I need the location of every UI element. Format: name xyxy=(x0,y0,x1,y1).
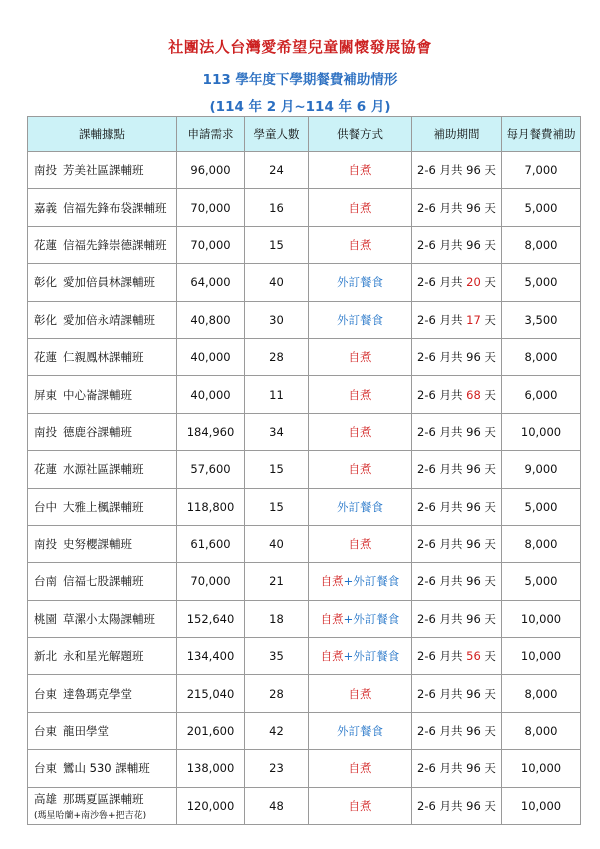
cell-subsidy: 10,000 xyxy=(502,750,581,787)
cell-students: 15 xyxy=(245,451,309,488)
cell-site xyxy=(28,488,177,525)
cell-students: 28 xyxy=(245,675,309,712)
cell-subsidy: 10,000 xyxy=(502,638,581,675)
period-prefix: 2-6 月共 xyxy=(417,798,467,813)
site-name: 德鹿谷課輔班 xyxy=(63,424,132,439)
cell-meal xyxy=(309,488,412,525)
cell-students: 15 xyxy=(245,226,309,263)
cell-subsidy: 8,000 xyxy=(502,525,581,562)
cell-request: 70,000 xyxy=(177,226,245,263)
table-row xyxy=(28,152,581,189)
cell-students: 35 xyxy=(245,638,309,675)
period-days: 96 xyxy=(466,350,481,365)
period-suffix: 天 xyxy=(480,424,496,439)
period-prefix: 2-6 月共 xyxy=(417,537,467,552)
site-region: 台東 xyxy=(34,686,57,701)
cell-meal xyxy=(309,451,412,488)
cell-period xyxy=(412,338,502,375)
column-header-subsidy: 每月餐費補助 xyxy=(502,117,581,152)
meal-self-cook: 自煮 xyxy=(348,537,372,552)
cell-meal xyxy=(309,638,412,675)
site-name: 仁親鳳林課輔班 xyxy=(63,350,144,365)
site-region: 高雄 xyxy=(34,791,57,806)
site-region: 南投 xyxy=(34,163,57,178)
table-row xyxy=(28,600,581,637)
period-prefix: 2-6 月共 xyxy=(417,462,467,477)
cell-meal xyxy=(309,675,412,712)
cell-period xyxy=(412,638,502,675)
column-header-site: 課輔據點 xyxy=(28,117,177,152)
site-region: 花蓮 xyxy=(34,350,57,365)
table-row xyxy=(28,226,581,263)
cell-site xyxy=(28,376,177,413)
period-days: 96 xyxy=(466,499,481,514)
cell-subsidy: 9,000 xyxy=(502,451,581,488)
cell-request: 40,000 xyxy=(177,338,245,375)
table-row xyxy=(28,451,581,488)
site-region: 台東 xyxy=(34,761,57,776)
period-suffix: 天 xyxy=(480,312,496,327)
meal-catering: 外訂餐食 xyxy=(337,275,383,290)
table-row xyxy=(28,376,581,413)
site-region: 台東 xyxy=(34,724,57,739)
site-name: 信福先鋒布袋課輔班 xyxy=(63,200,167,215)
table-row xyxy=(28,338,581,375)
site-name: 水源社區課輔班 xyxy=(63,462,144,477)
period-prefix: 2-6 月共 xyxy=(417,387,467,402)
period-prefix: 2-6 月共 xyxy=(417,350,467,365)
period-days: 96 xyxy=(466,798,481,813)
cell-period xyxy=(412,189,502,226)
site-region: 彰化 xyxy=(34,312,57,327)
cell-site xyxy=(28,413,177,450)
period-suffix: 天 xyxy=(480,537,496,552)
cell-request: 184,960 xyxy=(177,413,245,450)
meal-self-cook: 自煮 xyxy=(348,761,372,776)
cell-students: 24 xyxy=(245,152,309,189)
period-days: 96 xyxy=(466,537,481,552)
cell-request: 70,000 xyxy=(177,189,245,226)
period-suffix: 天 xyxy=(480,686,496,701)
cell-site xyxy=(28,264,177,301)
table-body xyxy=(28,152,581,825)
period-suffix: 天 xyxy=(480,275,496,290)
cell-students: 34 xyxy=(245,413,309,450)
meal-self-cook: 自煮 xyxy=(348,424,372,439)
period-days: 96 xyxy=(466,200,481,215)
site-region: 花蓮 xyxy=(34,462,57,477)
cell-period xyxy=(412,525,502,562)
cell-students: 42 xyxy=(245,712,309,749)
meal-self-cook: 自煮 xyxy=(348,686,372,701)
period-suffix: 天 xyxy=(480,237,496,252)
site-name: 芳美社區課輔班 xyxy=(63,163,144,178)
period-prefix: 2-6 月共 xyxy=(417,724,467,739)
column-header-students: 學童人數 xyxy=(245,117,309,152)
cell-site xyxy=(28,600,177,637)
period-prefix: 2-6 月共 xyxy=(417,163,467,178)
cell-site xyxy=(28,451,177,488)
meal-catering: 外訂餐食 xyxy=(337,724,383,739)
cell-meal xyxy=(309,525,412,562)
site-name: 永和星光解題班 xyxy=(63,649,144,664)
period-suffix: 天 xyxy=(480,761,496,776)
cell-request: 40,800 xyxy=(177,301,245,338)
site-name: 愛加倍員林課輔班 xyxy=(63,275,155,290)
period-suffix: 天 xyxy=(480,611,496,626)
site-name: 史努櫻課輔班 xyxy=(63,537,132,552)
cell-meal xyxy=(309,563,412,600)
table-row xyxy=(28,675,581,712)
table-row xyxy=(28,712,581,749)
cell-period xyxy=(412,264,502,301)
period-prefix: 2-6 月共 xyxy=(417,200,467,215)
cell-request: 70,000 xyxy=(177,563,245,600)
cell-subsidy: 5,000 xyxy=(502,189,581,226)
table-row xyxy=(28,787,581,824)
cell-students: 40 xyxy=(245,525,309,562)
cell-request: 57,600 xyxy=(177,451,245,488)
cell-subsidy: 8,000 xyxy=(502,675,581,712)
cell-site xyxy=(28,563,177,600)
meal-catering: +外訂餐食 xyxy=(343,649,400,664)
site-region: 屏東 xyxy=(34,387,57,402)
period-days: 96 xyxy=(466,611,481,626)
period-suffix: 天 xyxy=(480,499,496,514)
cell-period xyxy=(412,451,502,488)
site-region: 台中 xyxy=(34,499,57,514)
cell-subsidy: 10,000 xyxy=(502,413,581,450)
meal-self-cook: 自煮 xyxy=(348,350,372,365)
meal-catering: 外訂餐食 xyxy=(337,312,383,327)
period-days: 20 xyxy=(466,275,481,290)
site-name: 那瑪夏區課輔班 xyxy=(63,791,144,806)
site-region: 南投 xyxy=(34,424,57,439)
cell-request: 120,000 xyxy=(177,787,245,824)
period-days: 96 xyxy=(466,163,481,178)
period-days: 96 xyxy=(466,424,481,439)
site-region: 新北 xyxy=(34,649,57,664)
period-suffix: 天 xyxy=(480,574,496,589)
cell-subsidy: 3,500 xyxy=(502,301,581,338)
site-name: 鸞山 530 課輔班 xyxy=(63,761,150,776)
subsidy-table xyxy=(27,116,581,825)
cell-meal xyxy=(309,152,412,189)
cell-site xyxy=(28,712,177,749)
table-row xyxy=(28,189,581,226)
period-days: 96 xyxy=(466,761,481,776)
cell-meal xyxy=(309,413,412,450)
cell-period xyxy=(412,413,502,450)
cell-students: 23 xyxy=(245,750,309,787)
cell-request: 138,000 xyxy=(177,750,245,787)
document-subtitle: 113 學年度下學期餐費補助情形 xyxy=(202,72,398,88)
cell-subsidy: 5,000 xyxy=(502,264,581,301)
cell-students: 48 xyxy=(245,787,309,824)
meal-self-cook: 自煮 xyxy=(348,387,372,402)
table-row xyxy=(28,563,581,600)
period-suffix: 天 xyxy=(480,724,496,739)
cell-site xyxy=(28,750,177,787)
cell-students: 15 xyxy=(245,488,309,525)
table-row xyxy=(28,525,581,562)
site-name: 愛加倍永靖課輔班 xyxy=(63,312,155,327)
site-note: (瑪星哈蘭+南沙魯+把吉花) xyxy=(34,810,147,821)
cell-request: 40,000 xyxy=(177,376,245,413)
cell-request: 201,600 xyxy=(177,712,245,749)
meal-catering: +外訂餐食 xyxy=(343,611,400,626)
cell-site xyxy=(28,675,177,712)
cell-period xyxy=(412,712,502,749)
site-region: 花蓮 xyxy=(34,237,57,252)
cell-site xyxy=(28,226,177,263)
site-name: 信福先鋒崇德課輔班 xyxy=(63,237,167,252)
cell-period xyxy=(412,488,502,525)
table-row xyxy=(28,488,581,525)
cell-subsidy: 8,000 xyxy=(502,338,581,375)
period-days: 96 xyxy=(466,724,481,739)
meal-self-cook: 自煮 xyxy=(348,237,372,252)
cell-request: 134,400 xyxy=(177,638,245,675)
cell-subsidy: 5,000 xyxy=(502,563,581,600)
site-region: 嘉義 xyxy=(34,200,57,215)
period-prefix: 2-6 月共 xyxy=(417,611,467,626)
cell-request: 96,000 xyxy=(177,152,245,189)
cell-site xyxy=(28,189,177,226)
cell-students: 18 xyxy=(245,600,309,637)
site-name: 草漯小太陽課輔班 xyxy=(63,611,155,626)
cell-meal xyxy=(309,264,412,301)
period-prefix: 2-6 月共 xyxy=(417,686,467,701)
period-prefix: 2-6 月共 xyxy=(417,312,467,327)
cell-period xyxy=(412,750,502,787)
cell-request: 61,600 xyxy=(177,525,245,562)
meal-catering: +外訂餐食 xyxy=(343,574,400,589)
cell-site xyxy=(28,152,177,189)
cell-meal xyxy=(309,787,412,824)
period-days: 17 xyxy=(466,312,481,327)
cell-students: 40 xyxy=(245,264,309,301)
table-row xyxy=(28,638,581,675)
cell-period xyxy=(412,152,502,189)
meal-self-cook: 自煮 xyxy=(348,200,372,215)
site-region: 彰化 xyxy=(34,275,57,290)
column-header-meal: 供餐方式 xyxy=(309,117,412,152)
cell-meal xyxy=(309,189,412,226)
table-row xyxy=(28,750,581,787)
document-period: (114 年 2 月~114 年 6 月) xyxy=(209,99,391,115)
period-days: 68 xyxy=(466,387,481,402)
cell-subsidy: 5,000 xyxy=(502,488,581,525)
site-name: 信福七股課輔班 xyxy=(63,574,144,589)
cell-period xyxy=(412,787,502,824)
cell-period xyxy=(412,226,502,263)
period-days: 96 xyxy=(466,686,481,701)
meal-self-cook: 自煮 xyxy=(320,649,344,664)
cell-subsidy: 6,000 xyxy=(502,376,581,413)
cell-meal xyxy=(309,600,412,637)
cell-site xyxy=(28,638,177,675)
cell-site xyxy=(28,787,177,824)
column-header-request: 申請需求 xyxy=(177,117,245,152)
cell-students: 11 xyxy=(245,376,309,413)
site-name: 大雅上楓課輔班 xyxy=(63,499,144,514)
cell-meal xyxy=(309,301,412,338)
period-suffix: 天 xyxy=(480,798,496,813)
site-region: 南投 xyxy=(34,537,57,552)
cell-subsidy: 8,000 xyxy=(502,226,581,263)
meal-self-cook: 自煮 xyxy=(320,611,344,626)
period-suffix: 天 xyxy=(480,462,496,477)
cell-period xyxy=(412,376,502,413)
period-suffix: 天 xyxy=(480,649,496,664)
cell-request: 152,640 xyxy=(177,600,245,637)
meal-catering: 外訂餐食 xyxy=(337,499,383,514)
site-name: 中心崙課輔班 xyxy=(63,387,132,402)
cell-meal xyxy=(309,338,412,375)
cell-students: 16 xyxy=(245,189,309,226)
cell-site xyxy=(28,338,177,375)
cell-meal xyxy=(309,750,412,787)
table-row xyxy=(28,413,581,450)
cell-subsidy: 7,000 xyxy=(502,152,581,189)
cell-request: 64,000 xyxy=(177,264,245,301)
period-prefix: 2-6 月共 xyxy=(417,574,467,589)
cell-students: 21 xyxy=(245,563,309,600)
cell-meal xyxy=(309,226,412,263)
period-prefix: 2-6 月共 xyxy=(417,499,467,514)
period-prefix: 2-6 月共 xyxy=(417,424,467,439)
cell-students: 28 xyxy=(245,338,309,375)
period-days: 96 xyxy=(466,237,481,252)
cell-subsidy: 10,000 xyxy=(502,600,581,637)
site-name: 達魯瑪克學堂 xyxy=(63,686,132,701)
cell-meal xyxy=(309,712,412,749)
period-prefix: 2-6 月共 xyxy=(417,761,467,776)
cell-period xyxy=(412,301,502,338)
cell-site xyxy=(28,525,177,562)
document-title: 社團法人台灣愛希望兒童關懷發展協會 xyxy=(168,38,432,56)
table-header-row xyxy=(28,117,581,152)
site-region: 台南 xyxy=(34,574,57,589)
period-prefix: 2-6 月共 xyxy=(417,649,467,664)
cell-request: 215,040 xyxy=(177,675,245,712)
period-days: 96 xyxy=(466,462,481,477)
site-name: 龍田學堂 xyxy=(63,724,109,739)
period-suffix: 天 xyxy=(480,387,496,402)
cell-period xyxy=(412,600,502,637)
meal-self-cook: 自煮 xyxy=(320,574,344,589)
period-days: 96 xyxy=(466,574,481,589)
period-prefix: 2-6 月共 xyxy=(417,275,467,290)
cell-request: 118,800 xyxy=(177,488,245,525)
cell-students: 30 xyxy=(245,301,309,338)
cell-subsidy: 10,000 xyxy=(502,787,581,824)
table-row xyxy=(28,301,581,338)
period-suffix: 天 xyxy=(480,163,496,178)
period-days: 56 xyxy=(466,649,481,664)
meal-self-cook: 自煮 xyxy=(348,462,372,477)
site-region: 桃園 xyxy=(34,611,57,626)
cell-site xyxy=(28,301,177,338)
cell-period xyxy=(412,675,502,712)
cell-period xyxy=(412,563,502,600)
period-prefix: 2-6 月共 xyxy=(417,237,467,252)
meal-self-cook: 自煮 xyxy=(348,798,372,813)
column-header-period: 補助期間 xyxy=(412,117,502,152)
cell-subsidy: 8,000 xyxy=(502,712,581,749)
meal-self-cook: 自煮 xyxy=(348,163,372,178)
cell-meal xyxy=(309,376,412,413)
table-row xyxy=(28,264,581,301)
period-suffix: 天 xyxy=(480,350,496,365)
period-suffix: 天 xyxy=(480,200,496,215)
